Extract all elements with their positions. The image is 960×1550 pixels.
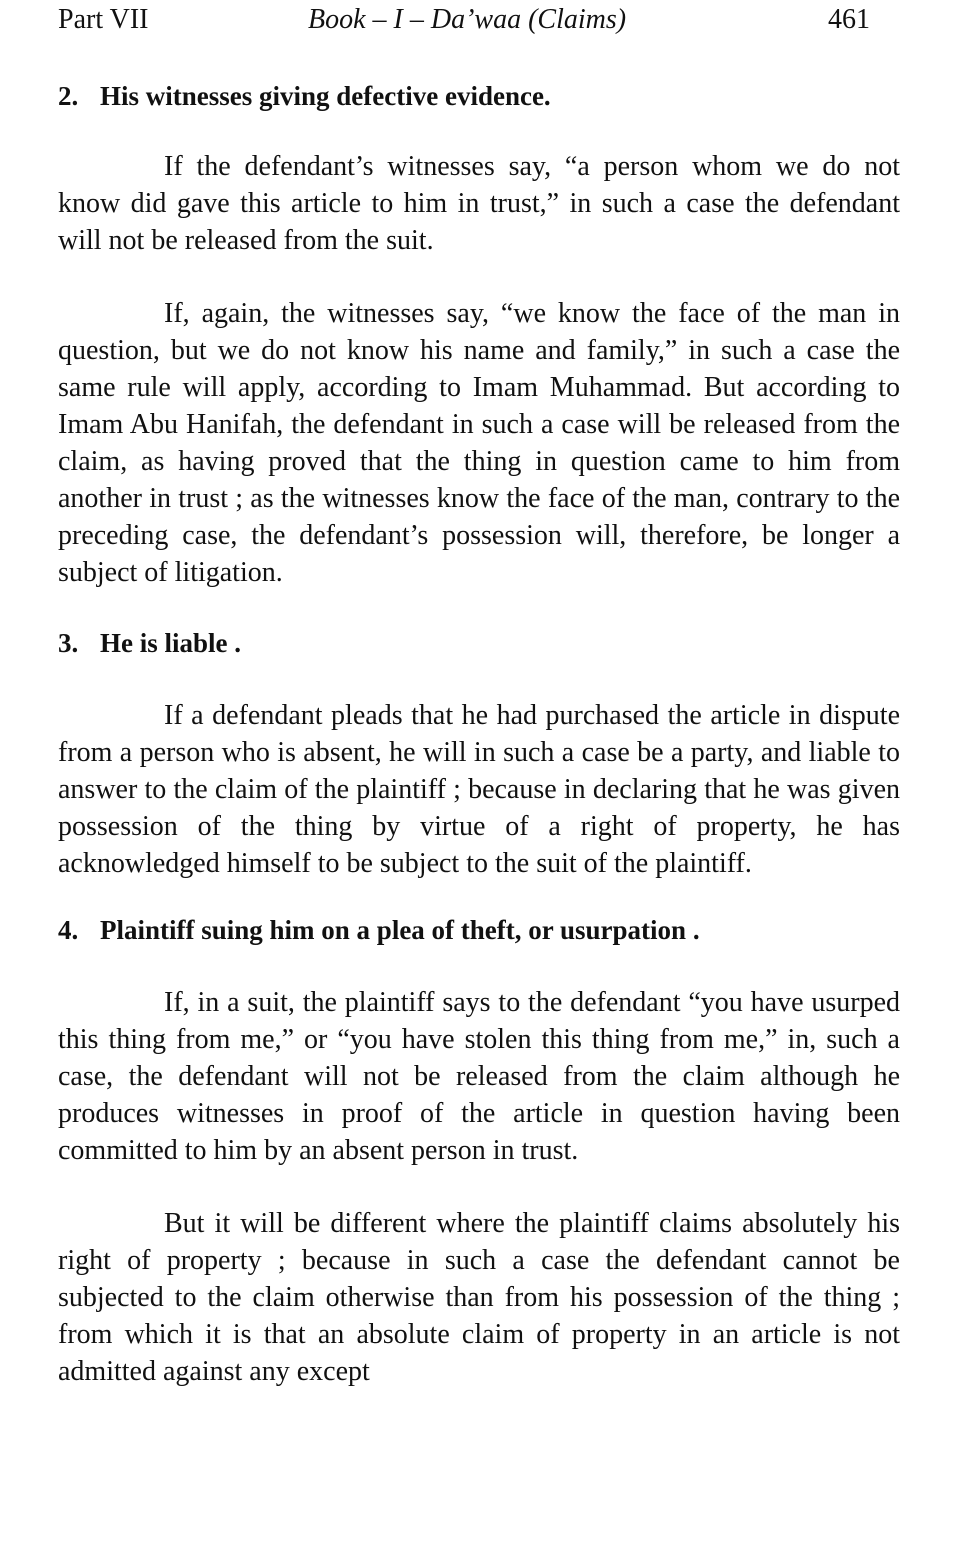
section-title: His witnesses giving defective evidence. — [100, 81, 551, 111]
section-heading-4 — [58, 912, 900, 948]
section-number: 2. — [58, 81, 79, 111]
running-header — [58, 0, 900, 46]
paragraph: If, in a suit, the plaintiff says to the defendant “you have usurped this thing from me,” or “you have stolen this thing from me,” in, such a case, the defendant will not be released from the claim although he produces witnesses in proof of the article in question having been committed to him by an absent person in trust. — [58, 987, 900, 1166]
paragraph: If a defendant pleads that he had purchased the article in dispute from a person who is absent, he will in such a case be a party, and liable to answer to the claim of the plaintiff ; because in declaring that he was given possession of the thing by virtue of a right of property, he has acknowledged himself to be subject to the suit of the plaintiff. — [58, 700, 900, 879]
section-heading-3 — [58, 625, 900, 661]
paragraph: But it will be different where the plaintiff claims absolutely his right of property ; because in such a case the defendant cannot be subjected to the claim otherwise than from his possession of the thing ; from which it is that an absolute claim of property in an article is not admitted against any except — [58, 1208, 900, 1387]
paragraph: If the defendant’s witnesses say, “a person whom we do not know did gave this article to him in trust,” in such a case the defendant will not be released from the suit. — [58, 151, 900, 256]
document-page — [58, 0, 900, 1390]
section-number: 3. — [58, 628, 79, 658]
page-number: 461 — [828, 4, 870, 35]
section-heading-2 — [58, 78, 900, 114]
section-number: 4. — [58, 915, 79, 945]
section-title: Plaintiff suing him on a plea of theft, or usurpation . — [100, 915, 700, 945]
part-label: Part VII — [58, 4, 149, 35]
paragraph: If, again, the witnesses say, “we know the face of the man in question, but we do not know his name and family,” in such a case the same rule will apply, according to Imam Muhammad. But according to Imam Abu Hanifah, the defendant in such a case will be released from the claim, as having proved that the thing in question came to him from another in trust ; as the witnesses know the face of the man, contrary to the preceding case, the defendant’s possession will, therefore, be longer a subject of litigation. — [58, 298, 900, 588]
book-title: Book – I – Da’waa (Claims) — [308, 4, 627, 35]
section-title: He is liable . — [100, 628, 241, 658]
